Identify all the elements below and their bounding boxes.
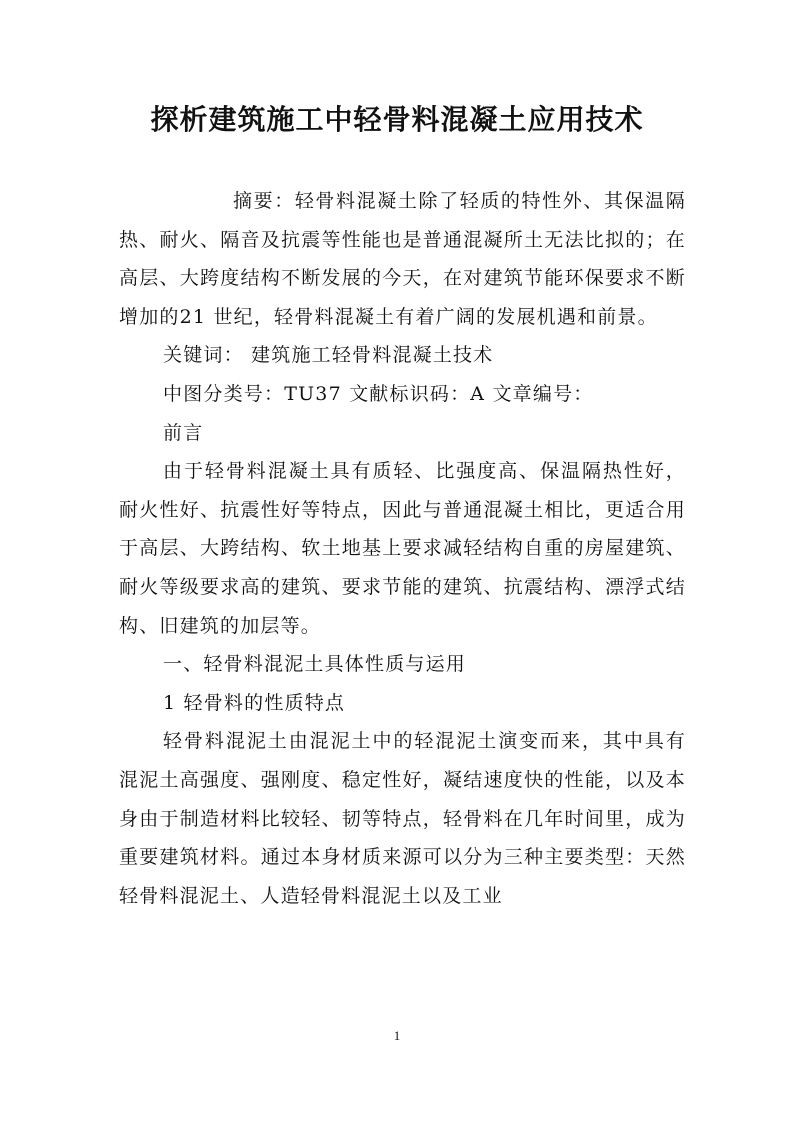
preface-heading: 前言 [163, 421, 204, 444]
subsection-paragraph: 轻骨料混泥土由混泥土中的轻混泥土演变而来，其中具有混泥土高强度、强刚度、稳定性好，凝结速度快的性能，以及本身由于制造材料比较轻、韧等特点，轻骨料在几年时间里，成为重要建筑材料。通过本身材质来源可以分为三种主要类型：天然轻骨料混泥土、人造轻骨料混泥土以及工业 [119, 730, 686, 907]
classification-line: 中图分类号：TU37 文献标识码：A 文章编号： [163, 382, 594, 405]
section-heading: 一、轻骨料混泥土具体性质与运用 [163, 653, 467, 676]
subsection-heading: 1 轻骨料的性质特点 [163, 691, 346, 714]
abstract-paragraph: 摘要：轻骨料混凝土除了轻质的特性外、其保温隔热、耐火、隔音及抗震等性能也是普通混凝所土无法比拟的；在高层、大跨度结构不断发展的今天，在对建筑节能环保要求不断增加的21 世纪，轻骨料混凝土有着广阔的发展机遇和前景。 [119, 190, 686, 328]
document-title: 探析建筑施工中轻骨料混凝土应用技术 [150, 103, 644, 136]
preface-paragraph: 由于轻骨料混凝土具有质轻、比强度高、保温隔热性好，耐火性好、抗震性好等特点，因此与普通混凝土相比，更适合用于高层、大跨结构、软土地基上要求减轻结构自重的房屋建筑、耐火等级要求高的建筑、要求节能的建筑、抗震结构、漂浮式结构、旧建筑的加层等。 [119, 460, 686, 637]
keywords-line: 关键词： 建筑施工轻骨料混凝土技术 [163, 344, 494, 367]
page-number: 1 [393, 1028, 401, 1043]
document-body [119, 182, 686, 915]
